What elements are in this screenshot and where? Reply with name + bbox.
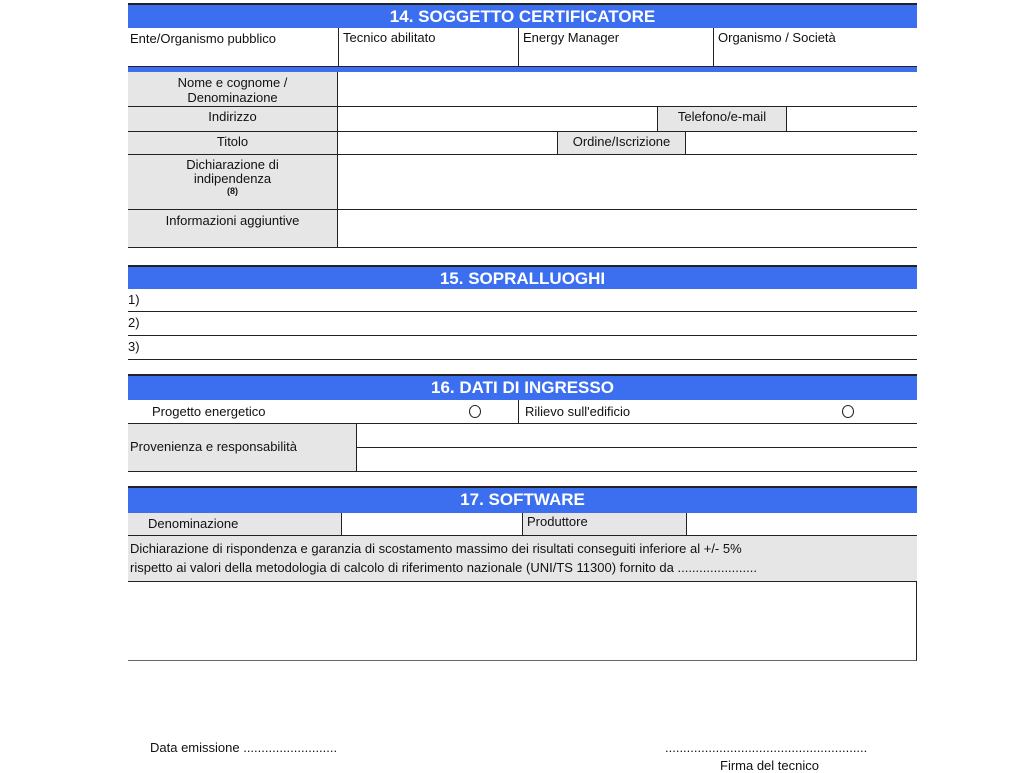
- info-label: Informazioni aggiuntive: [128, 210, 338, 248]
- progetto-radio-icon[interactable]: [469, 405, 481, 418]
- section-16-header: 16. DATI DI INGRESSO: [128, 374, 917, 400]
- rilievo-label: Rilievo sull'edificio: [518, 400, 636, 423]
- denominazione-field[interactable]: [342, 513, 522, 536]
- produttore-label: Produttore: [522, 513, 687, 536]
- software-provider-field[interactable]: [128, 582, 917, 661]
- sopralluogo-row-3[interactable]: 3): [128, 336, 917, 360]
- telefono-field[interactable]: [787, 107, 917, 132]
- dich-line2: indipendenza: [193, 171, 272, 186]
- indirizzo-label: Indirizzo: [128, 107, 338, 132]
- nome-label-line2: Denominazione: [187, 90, 278, 105]
- provenienza-field-2[interactable]: [357, 448, 917, 472]
- dichiarazione-software: [128, 536, 917, 582]
- provenienza-label: Provenienza e responsabilità: [128, 424, 357, 472]
- section-14-header: 14. SOGGETTO CERTIFICATORE: [128, 3, 917, 28]
- ordine-label: Ordine/Iscrizione: [557, 132, 686, 155]
- provenienza-field-1[interactable]: [357, 424, 917, 448]
- type-energy-manager[interactable]: Energy Manager: [518, 28, 623, 66]
- titolo-field[interactable]: [338, 132, 557, 155]
- produttore-field[interactable]: [687, 513, 917, 536]
- dichiarazione-label: [128, 155, 338, 210]
- denominazione-label: Denominazione: [128, 513, 342, 536]
- nome-field[interactable]: [338, 72, 917, 107]
- progetto-label: Progetto energetico: [152, 404, 266, 419]
- rilievo-radio-icon[interactable]: [842, 405, 854, 418]
- signature-line: ........................................................: [665, 740, 868, 755]
- type-ente[interactable]: Ente/Organismo pubblico: [130, 31, 276, 46]
- certifier-type-row: [128, 28, 917, 67]
- info-field[interactable]: [338, 210, 917, 248]
- firma-label: Firma del tecnico: [720, 758, 819, 773]
- footnote-ref: (8): [227, 186, 238, 196]
- section-17-header: 17. SOFTWARE: [128, 486, 917, 513]
- telefono-label: Telefono/e-mail: [657, 107, 787, 132]
- dichiarazione-field[interactable]: [338, 155, 917, 210]
- nome-label: [128, 72, 338, 107]
- sopralluogo-row-2[interactable]: 2): [128, 312, 917, 336]
- dich-software-line2: rispetto ai valori della metodologia di calcolo di riferimento nazionale (UNI/TS 11300) fornito da ......................: [130, 560, 757, 575]
- dich-line1: Dichiarazione di: [186, 157, 279, 172]
- dich-software-line1: Dichiarazione di rispondenza e garanzia di scostamento massimo dei risultati conseguiti inferiore al +/- 5%: [130, 541, 742, 556]
- indirizzo-field[interactable]: [338, 107, 657, 132]
- dati-row: [128, 400, 917, 424]
- titolo-label: Titolo: [128, 132, 338, 155]
- section-15-header: 15. SOPRALLUOGHI: [128, 265, 917, 289]
- nome-label-line1: Nome e cognome /: [177, 75, 288, 90]
- type-tecnico[interactable]: Tecnico abilitato: [338, 28, 440, 66]
- ordine-field[interactable]: [686, 132, 917, 155]
- type-organismo[interactable]: Organismo / Società: [713, 28, 840, 66]
- data-emissione: Data emissione ..........................: [150, 740, 338, 755]
- sopralluogo-row-1[interactable]: 1): [128, 289, 917, 312]
